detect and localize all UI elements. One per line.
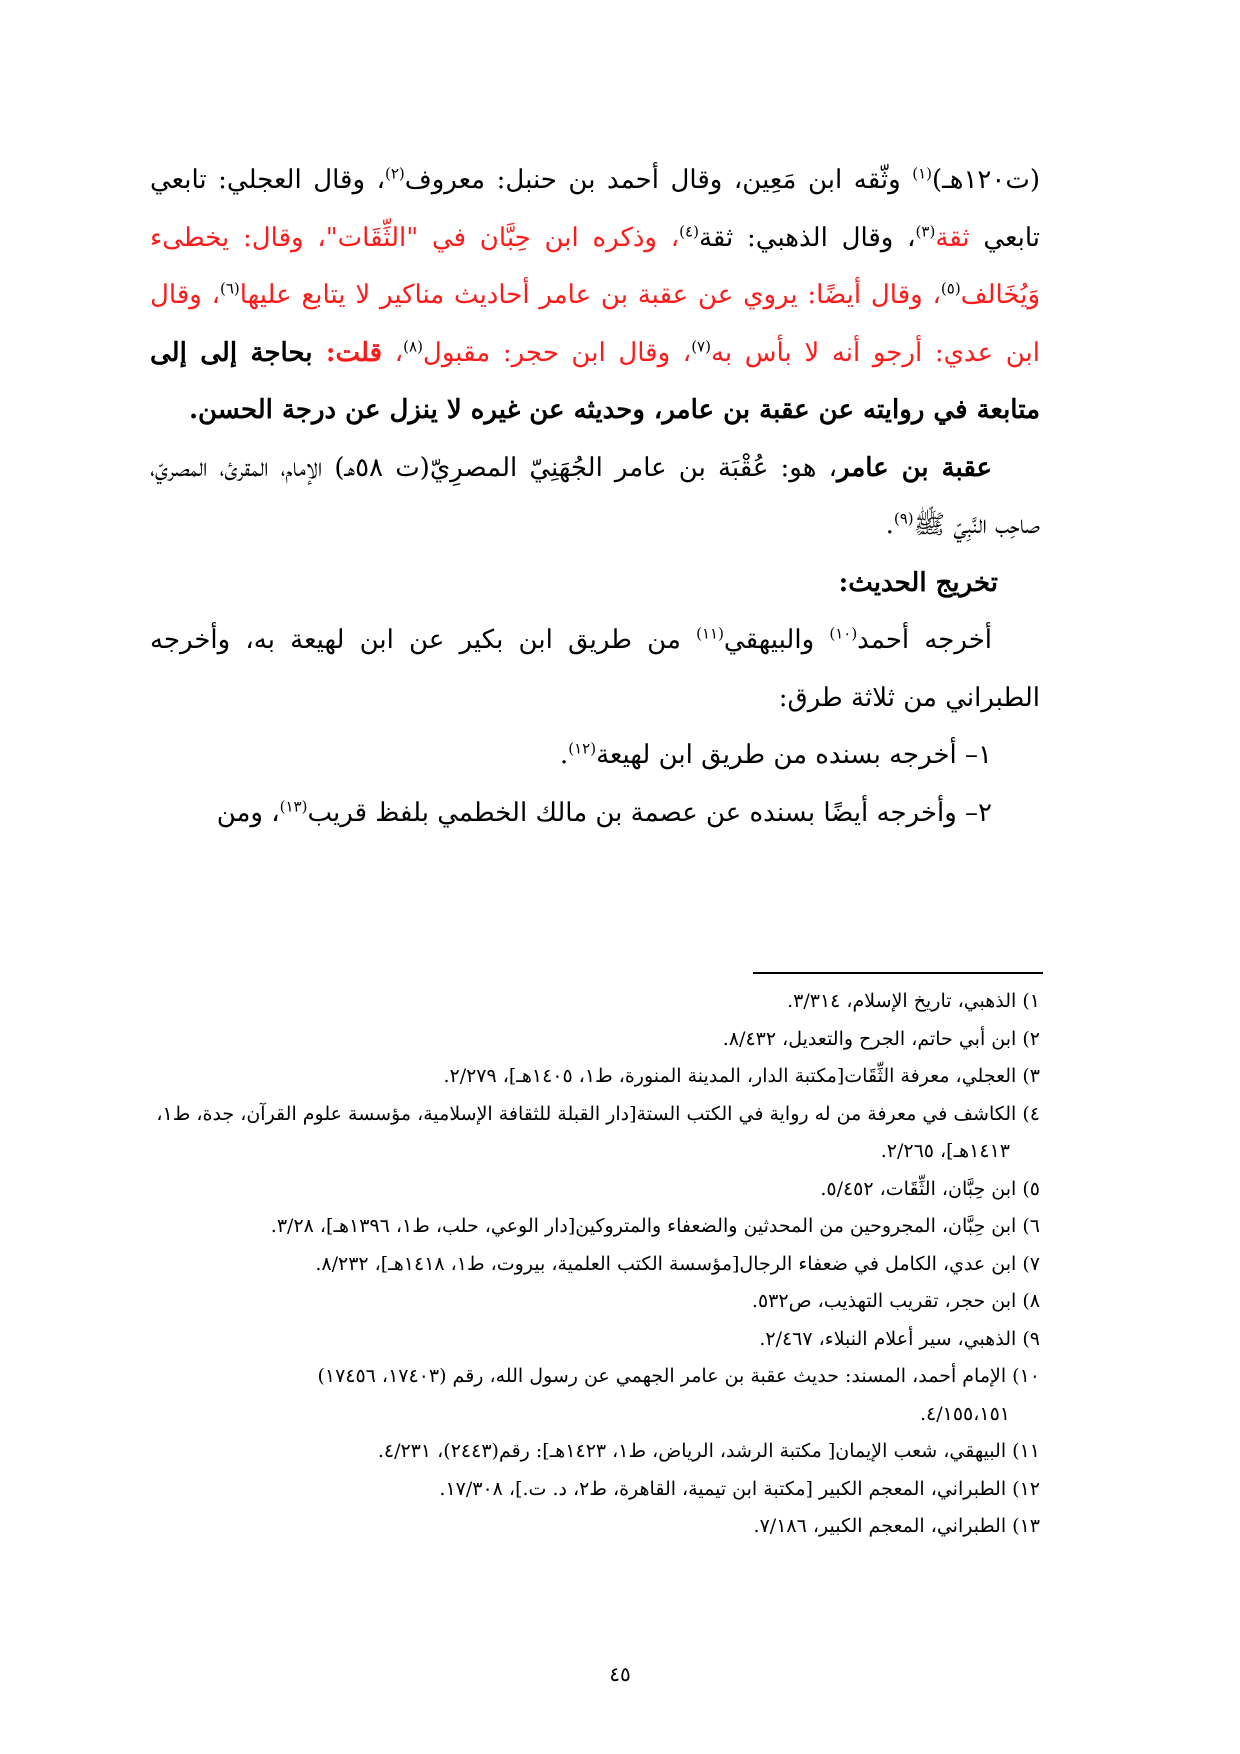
text-run: أخرجه أحمد [857,625,992,655]
footnote-ref: (٦) [220,279,240,298]
footnote-continuation: ١٤١٣هـ]، ٢/٢٦٥. [880,1140,1010,1162]
footnote-ref: (٤) [679,221,699,240]
list-item-1 [150,727,1040,785]
text-run: ، وقال أيضًا: يروي عن عقبة بن عامر أحاديث مناكير لا يتابع عليها [239,280,941,310]
text-run: عقبة بن عامر [836,452,992,483]
text-run: ، هو: عُقْبَة بن عامر الجُهَنِيّ المصرِيّ(ت ٥٨هـ) الإمام، المقرئ، المصريّ، صاحِب النَّبِيّ ﷺ [150,452,1040,540]
footnote-ref: (٣) [915,221,936,240]
footnote: ٨) ابن حجر، تقريب التهذيب، ص٥٣٢. [751,1290,1040,1312]
section-heading: تخريج الحديث: [838,567,998,598]
text-run: ، وقال ابن عدي: أرجو أنه لا بأس به [150,280,1040,368]
footnotes [150,983,1040,1546]
text-run: ١– أخرجه بسنده من طريق ابن لهيعة [596,740,992,770]
text-run: ، وقال العجلي: تابعي تابعي [150,165,1041,253]
footnote: ٣) العجلي، معرفة الثِّقَات[مكتبة الدار، المدينة المنورة، ط١، ١٤٠٥هـ]، ٢/٢٧٩. [443,1065,1040,1087]
text-run: ، [382,337,404,368]
footnote-ref: (٧) [691,336,711,355]
text-run: قلت: [325,337,383,368]
footnote: ٢) ابن أبي حاتم، الجرح والتعديل، ٨/٤٣٢. [722,1027,1040,1050]
text-run: ، ومن [216,797,280,828]
footnote: ٥) ابن حِبَّان، الثِّقَات، ٥/٤٥٢. [820,1177,1040,1200]
footnote: ١١) البيهقي، شعب الإيمان[ مكتبة الرشد، الرياض، ط١، ١٤٢٣هـ]: رقم(٢٤٤٣)، ٤/٢٣١. [377,1440,1040,1462]
text-run: والبيهقي [723,625,830,655]
text-run: ٢– وأخرجه أيضًا بسنده عن عصمة بن مالك الخطمي بلفظ قريب [307,797,992,828]
footnote: ٦) ابن حِبَّان، المجروحين من المحدثين والضعفاء والمتروكين[دار الوعي، حلب، ط١، ١٣٩٦هـ]، ٣/٢٨. [270,1215,1040,1237]
footnote-ref: (١١) [696,624,724,643]
paragraph-narrator-grading [150,152,1040,440]
footnote-ref: (٢) [384,164,405,183]
footnote: ١٢) الطبراني، المعجم الكبير [مكتبة ابن تيمية، القاهرة، ط٢، د. ت.]، ١٧/٣٠٨. [439,1477,1040,1500]
text-run: . [559,740,569,770]
main-text [150,152,1040,842]
footnote: ١٠) الإمام أحمد، المسند: حديث عقبة بن عامر الجهمي عن رسول الله، رقم (١٧٤٠٣، ١٧٤٥٦) [317,1365,1040,1387]
footnote-ref: (١) [912,164,932,183]
list-item-2 [150,785,1040,843]
page-number: ٤٥ [609,1662,631,1686]
footnote-ref: (٨) [403,336,423,355]
paragraph-uqba-bio [150,440,1040,555]
footnote-separator [753,972,1043,974]
text-run: ، وذكره ابن حِبَّان في "الثِّقَات"، وقال: يخطىء وَيُخَالف [150,222,1041,310]
text-run: . [885,510,894,540]
paragraph-takhrij [150,612,1040,727]
footnote-ref: (١٢) [568,739,597,758]
text-run: من طريق ابن بكير عن ابن لهيعة به، وأخرجه الطبراني من ثلاثة طرق: [150,625,1040,713]
footnote-ref: (٥) [940,279,961,298]
footnote-continuation: ٤/١٥٥،١٥١. [919,1402,1010,1425]
text-run: (ت١٢٠هـ) [931,165,1040,195]
text-run: وثّقه ابن مَعِين، وقال أحمد بن حنبل: معروف [404,165,913,195]
text-run: بحاجة إلى إلى متابعة في روايته عن عقبة بن عامر، وحديثه عن غيره لا ينزل عن درجة الحسن. [150,337,1040,425]
text-run: ، وقال الذهبي: ثقة [698,222,916,253]
text-run: ثقة [935,222,970,253]
footnote: ٧) ابن عدي، الكامل في ضعفاء الرجال[مؤسسة الكتب العلمية، بيروت، ط١، ١٤١٨هـ]، ٨/٢٣٢. [315,1252,1040,1275]
footnote: ٩) الذهبي، سير أعلام النبلاء، ٢/٤٦٧. [759,1327,1040,1350]
footnote: ١) الذهبي، تاريخ الإسلام، ٣/٣١٤. [787,990,1040,1012]
footnote-ref: (٩) [893,509,914,528]
footnote-ref: (١٣) [279,796,308,815]
text-run: ، وقال ابن حجر: مقبول [422,337,692,368]
footnote-ref: (١٠) [829,624,858,643]
footnote: ٤) الكاشف في معرفة من له رواية في الكتب الستة[دار القبلة للثقافة الإسلامية، مؤسسة علوم القرآن، جدة، ط١، [156,1102,1040,1125]
footnote: ١٣) الطبراني، المعجم الكبير، ٧/١٨٦. [753,1515,1040,1537]
